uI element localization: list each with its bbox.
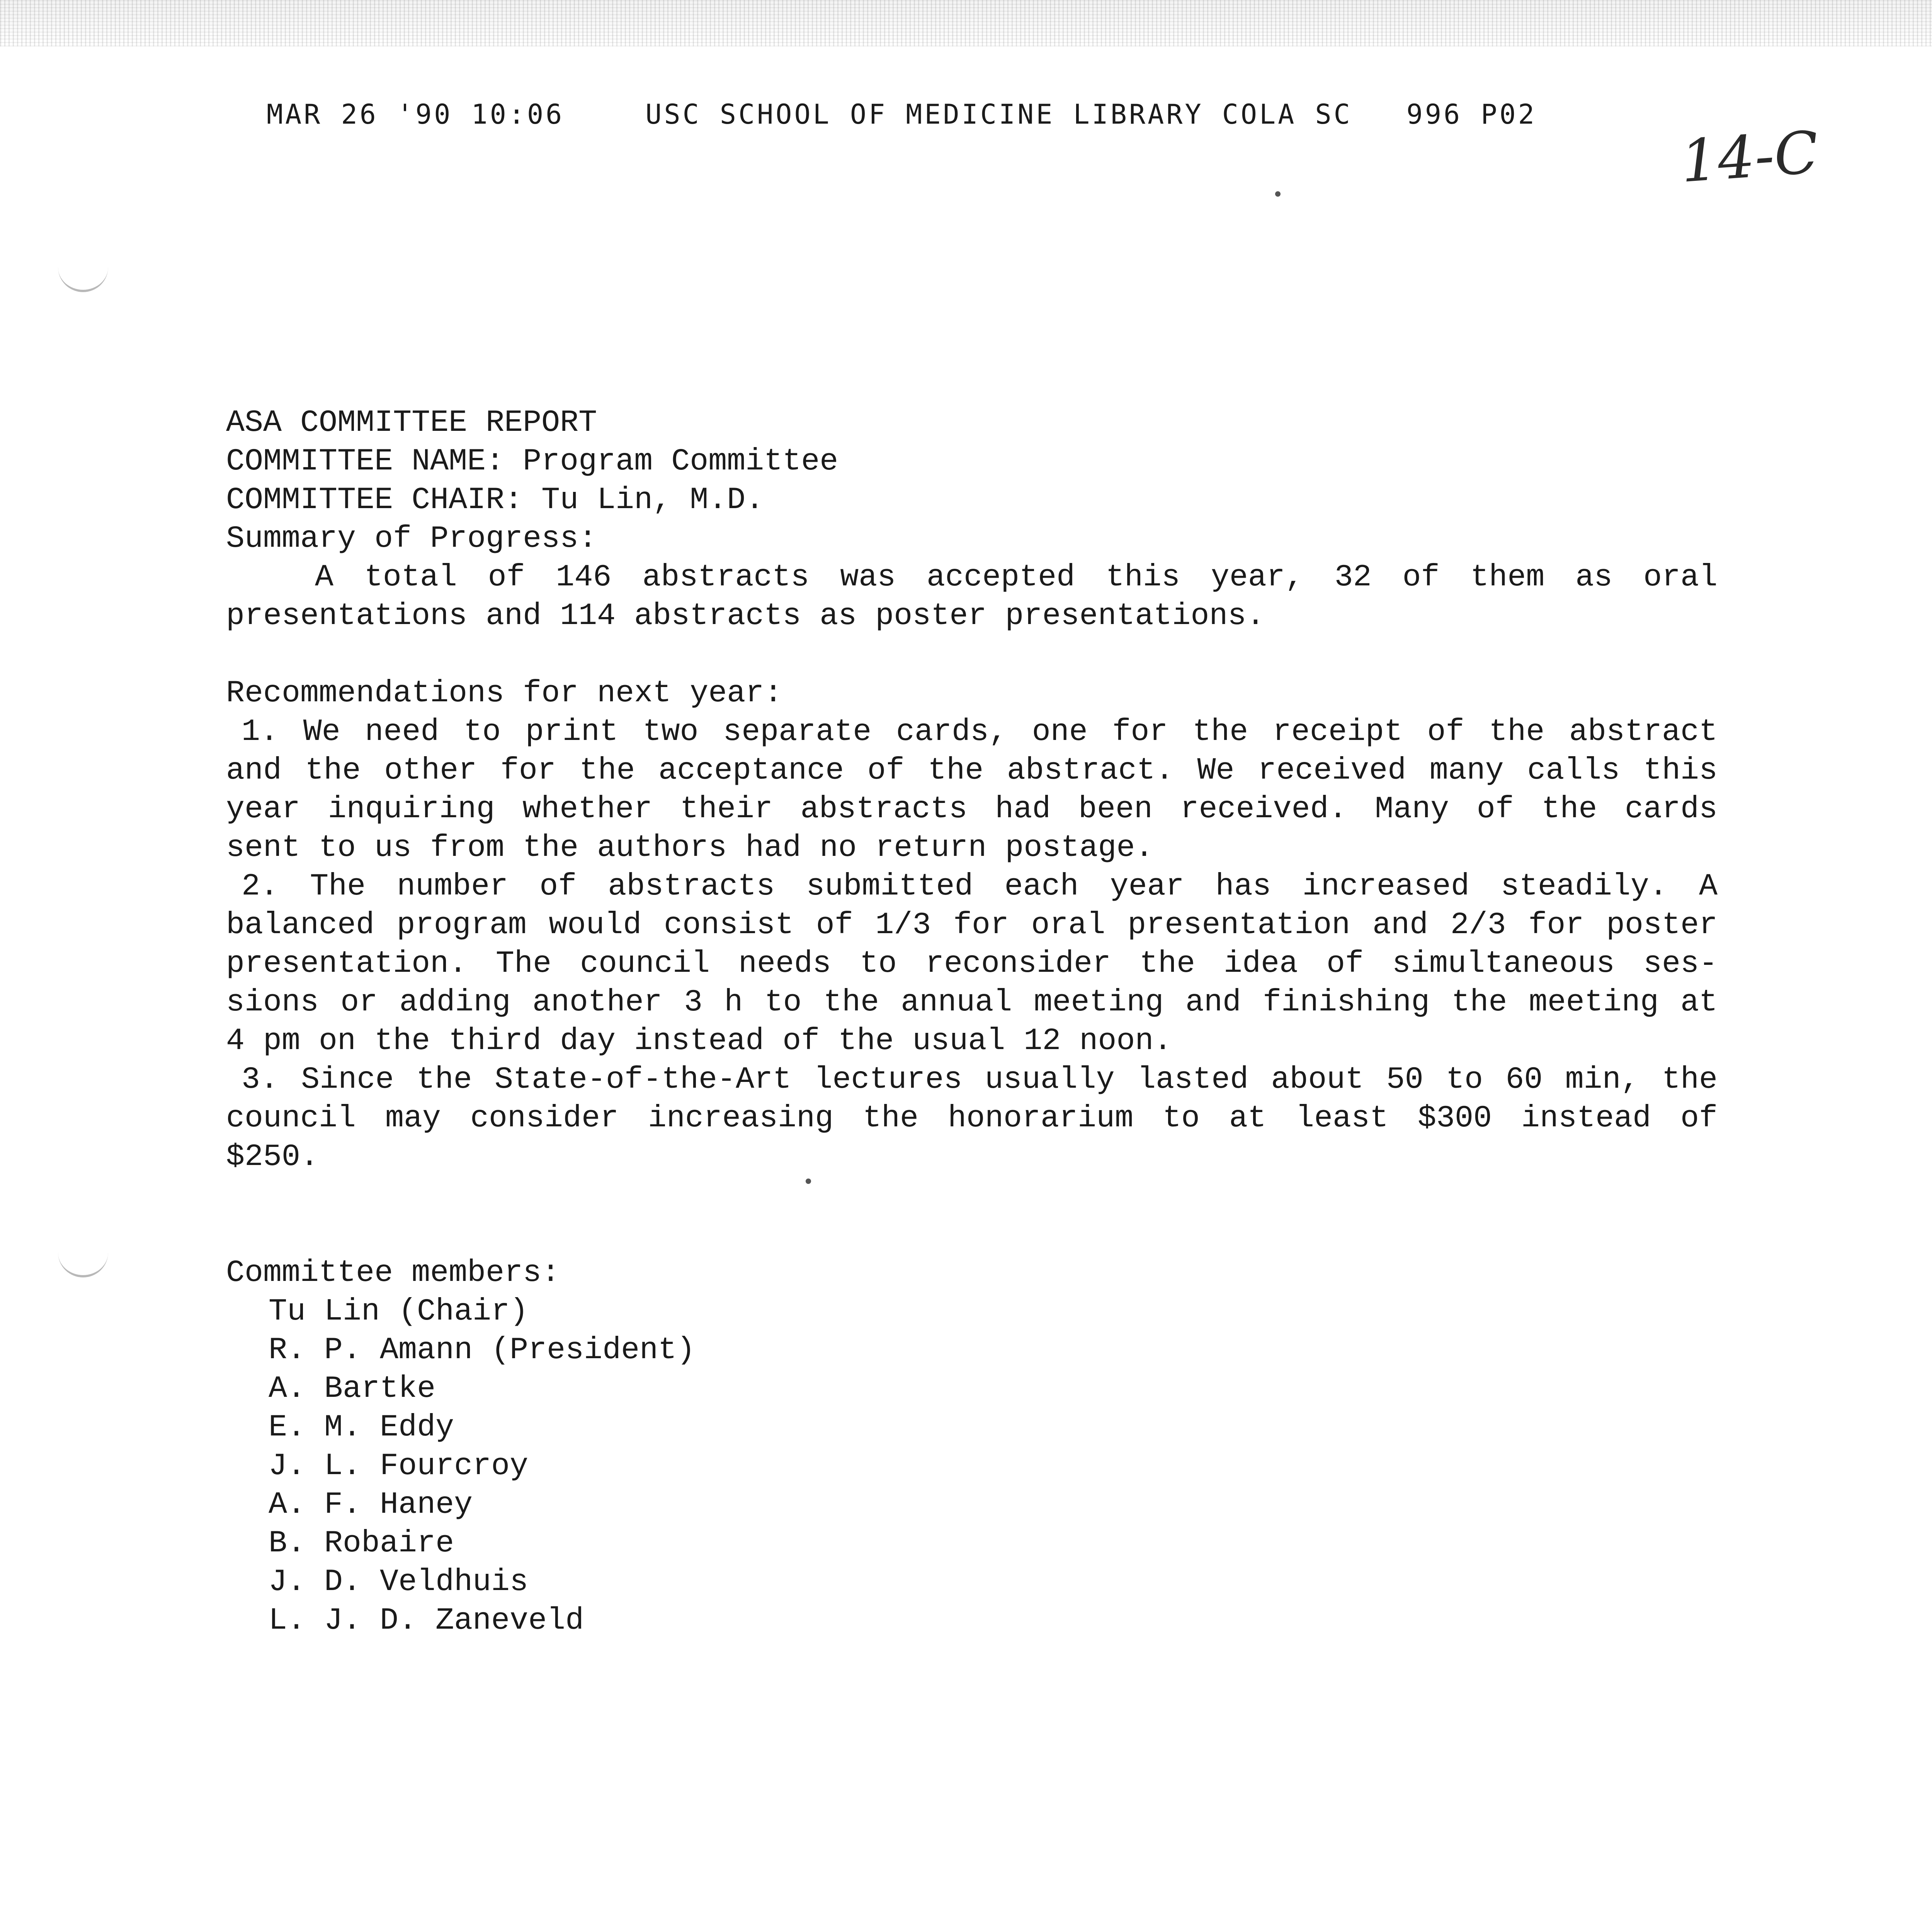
recommendations-heading: Recommendations for next year: bbox=[226, 676, 783, 711]
member-item: Tu Lin (Chair) bbox=[269, 1294, 529, 1329]
summary-heading: Summary of Progress: bbox=[226, 521, 597, 556]
recommendation-line: sent to us from the authors had no return postage. bbox=[226, 830, 1154, 866]
fax-page-ref: 996 P02 bbox=[1406, 99, 1537, 130]
member-item: B. Robaire bbox=[269, 1526, 454, 1561]
recommendation-line: and the other for the acceptance of the abstract. We received many calls this bbox=[226, 753, 1718, 788]
handwritten-note: 14-C bbox=[1679, 119, 1821, 196]
punch-hole-icon bbox=[58, 247, 108, 292]
recommendation-line: sions or adding another 3 h to the annual meeting and finishing the meeting at bbox=[226, 985, 1718, 1020]
member-item: J. L. Fourcroy bbox=[269, 1449, 529, 1484]
member-item: R. P. Amann (President) bbox=[269, 1333, 696, 1368]
recommendation-line: presentation. The council needs to reconsider the idea of simultaneous ses- bbox=[226, 946, 1718, 981]
summary-line: presentations and 114 abstracts as poster presentations. bbox=[226, 599, 1265, 634]
committee-chair: COMMITTEE CHAIR: Tu Lin, M.D. bbox=[226, 483, 764, 518]
member-item: J. D. Veldhuis bbox=[269, 1565, 529, 1600]
member-item: A. Bartke bbox=[269, 1371, 436, 1406]
fax-datetime: MAR 26 '90 10:06 bbox=[267, 99, 565, 130]
punch-hole-icon bbox=[58, 1233, 108, 1277]
fax-header bbox=[267, 99, 1537, 130]
stray-mark bbox=[1275, 191, 1281, 197]
recommendation-line: council may consider increasing the honorarium to at least $300 instead of bbox=[226, 1101, 1718, 1136]
recommendation-line: year inquiring whether their abstracts had been received. Many of the cards bbox=[226, 792, 1718, 827]
recommendation-line: 2. The number of abstracts submitted each year has increased steadily. A bbox=[242, 869, 1718, 904]
recommendation-line: 4 pm on the third day instead of the usual 12 noon. bbox=[226, 1024, 1172, 1059]
member-item: A. F. Haney bbox=[269, 1487, 473, 1522]
recommendation-line: 1. We need to print two separate cards, one for the receipt of the abstract bbox=[242, 714, 1718, 750]
fax-noise-strip bbox=[0, 0, 1932, 46]
fax-sender: USC SCHOOL OF MEDICINE LIBRARY COLA SC bbox=[645, 99, 1352, 130]
member-item: L. J. D. Zaneveld bbox=[269, 1603, 584, 1638]
summary-line: A total of 146 abstracts was accepted this year, 32 of them as oral bbox=[315, 560, 1718, 595]
committee-name: COMMITTEE NAME: Program Committee bbox=[226, 444, 838, 479]
recommendation-line: 3. Since the State-of-the-Art lectures usually lasted about 50 to 60 min, the bbox=[242, 1062, 1718, 1097]
member-item: E. M. Eddy bbox=[269, 1410, 454, 1445]
report-body bbox=[226, 404, 1718, 1640]
recommendation-line: $250. bbox=[226, 1139, 319, 1175]
recommendation-line: balanced program would consist of 1/3 for oral presentation and 2/3 for poster bbox=[226, 908, 1718, 943]
report-title: ASA COMMITTEE REPORT bbox=[226, 405, 597, 440]
members-heading: Committee members: bbox=[226, 1255, 560, 1291]
